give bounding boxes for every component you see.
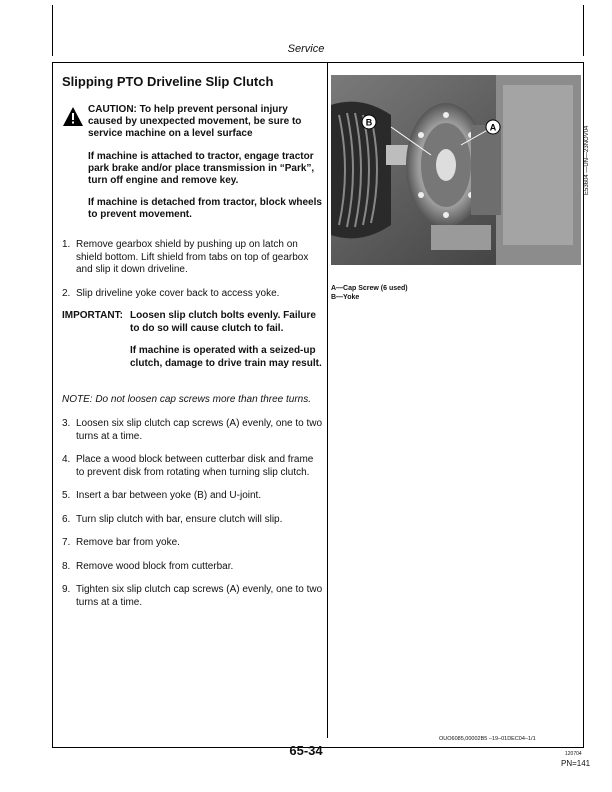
section-title: Slipping PTO Driveline Slip Clutch (62, 74, 274, 89)
footer-pn: PN=141 (561, 759, 591, 768)
list-item (62, 454, 324, 479)
list-item (62, 418, 324, 443)
callout-a: A (489, 122, 497, 133)
important-block (62, 310, 324, 380)
callout-b: B (365, 117, 373, 128)
important-text-2: If machine is operated with a seized-up clutch, damage to drive train may result. (130, 345, 322, 369)
step-number: 8. (62, 560, 71, 572)
step-number: 3. (62, 418, 71, 429)
step-number: 5. (62, 490, 71, 501)
steps-list-a (62, 239, 324, 311)
caution-block (62, 104, 324, 232)
step-text: Remove bar from yoke. (76, 537, 180, 548)
step-number: 6. (62, 513, 71, 525)
footer-date-code: 120704 (565, 751, 582, 757)
slip-clutch-photo (331, 75, 581, 265)
list-item (62, 490, 324, 503)
warning-triangle-icon (62, 106, 84, 128)
step-number: 7. (62, 537, 71, 548)
important-label: IMPORTANT: (62, 310, 123, 321)
step-text: Remove wood block from cutterbar. (76, 560, 234, 572)
step-text: Remove gearbox shield by pushing up on latch on shield bottom. Lift shield from tabs on top of gearbox and slip it down driveline. (76, 239, 309, 275)
content-top-rule (52, 62, 584, 63)
caution-text-3: If machine is detached from tractor, block wheels to prevent movement. (88, 197, 322, 221)
footer-reference: OUO6085,00002B5 –19–01DEC04–1/1 (439, 736, 536, 742)
step-text: Place a wood block between cutterbar disk and frame to prevent disk from rotating when turning slip clutch. (76, 454, 314, 478)
caption-line-a: A—Cap Screw (6 used) (331, 285, 408, 292)
list-item (62, 239, 324, 277)
step-text: Slip driveline yoke cover back to access yoke. (76, 287, 280, 299)
header-left-rule (52, 5, 53, 56)
important-text-1: Loosen slip clutch bolts evenly. Failure to do so will cause clutch to fail. (130, 310, 316, 334)
list-item (62, 584, 324, 609)
list-item (62, 288, 324, 301)
steps-list-b (62, 418, 324, 620)
running-header: Service (287, 43, 325, 55)
step-text: Turn slip clutch with bar, ensure clutch will slip. (76, 513, 283, 525)
list-item (62, 514, 324, 527)
step-number: 4. (62, 454, 71, 465)
content-left-rule (52, 62, 53, 748)
step-text: Loosen six slip clutch cap screws (A) evenly, one to two turns at a time. (76, 418, 323, 442)
list-item (62, 537, 324, 550)
page-number: 65-34 (289, 743, 323, 758)
step-number: 1. (62, 239, 71, 250)
figure-code: E53604 —UN—23NOV04 (584, 125, 590, 195)
caution-text-1: CAUTION: To help prevent personal injury caused by unexpected movement, be sure to service machine on a level surface (88, 104, 302, 140)
caution-text-2: If machine is attached to tractor, engage tractor park brake and/or place transmission in “Park”, turn off engine and remove key. (88, 150, 315, 187)
column-divider (327, 62, 328, 738)
step-text: Tighten six slip clutch cap screws (A) evenly, one to two turns at a time. (76, 584, 323, 608)
caption-line-b: B—Yoke (331, 294, 360, 301)
step-number: 2. (62, 287, 71, 299)
figure-caption (331, 284, 408, 302)
step-number: 9. (62, 584, 71, 595)
step-text: Insert a bar between yoke (B) and U-joint. (76, 490, 262, 501)
header-right-rule (583, 5, 584, 56)
list-item (62, 561, 324, 574)
note: NOTE: Do not loosen cap screws more than three turns. (62, 394, 311, 405)
